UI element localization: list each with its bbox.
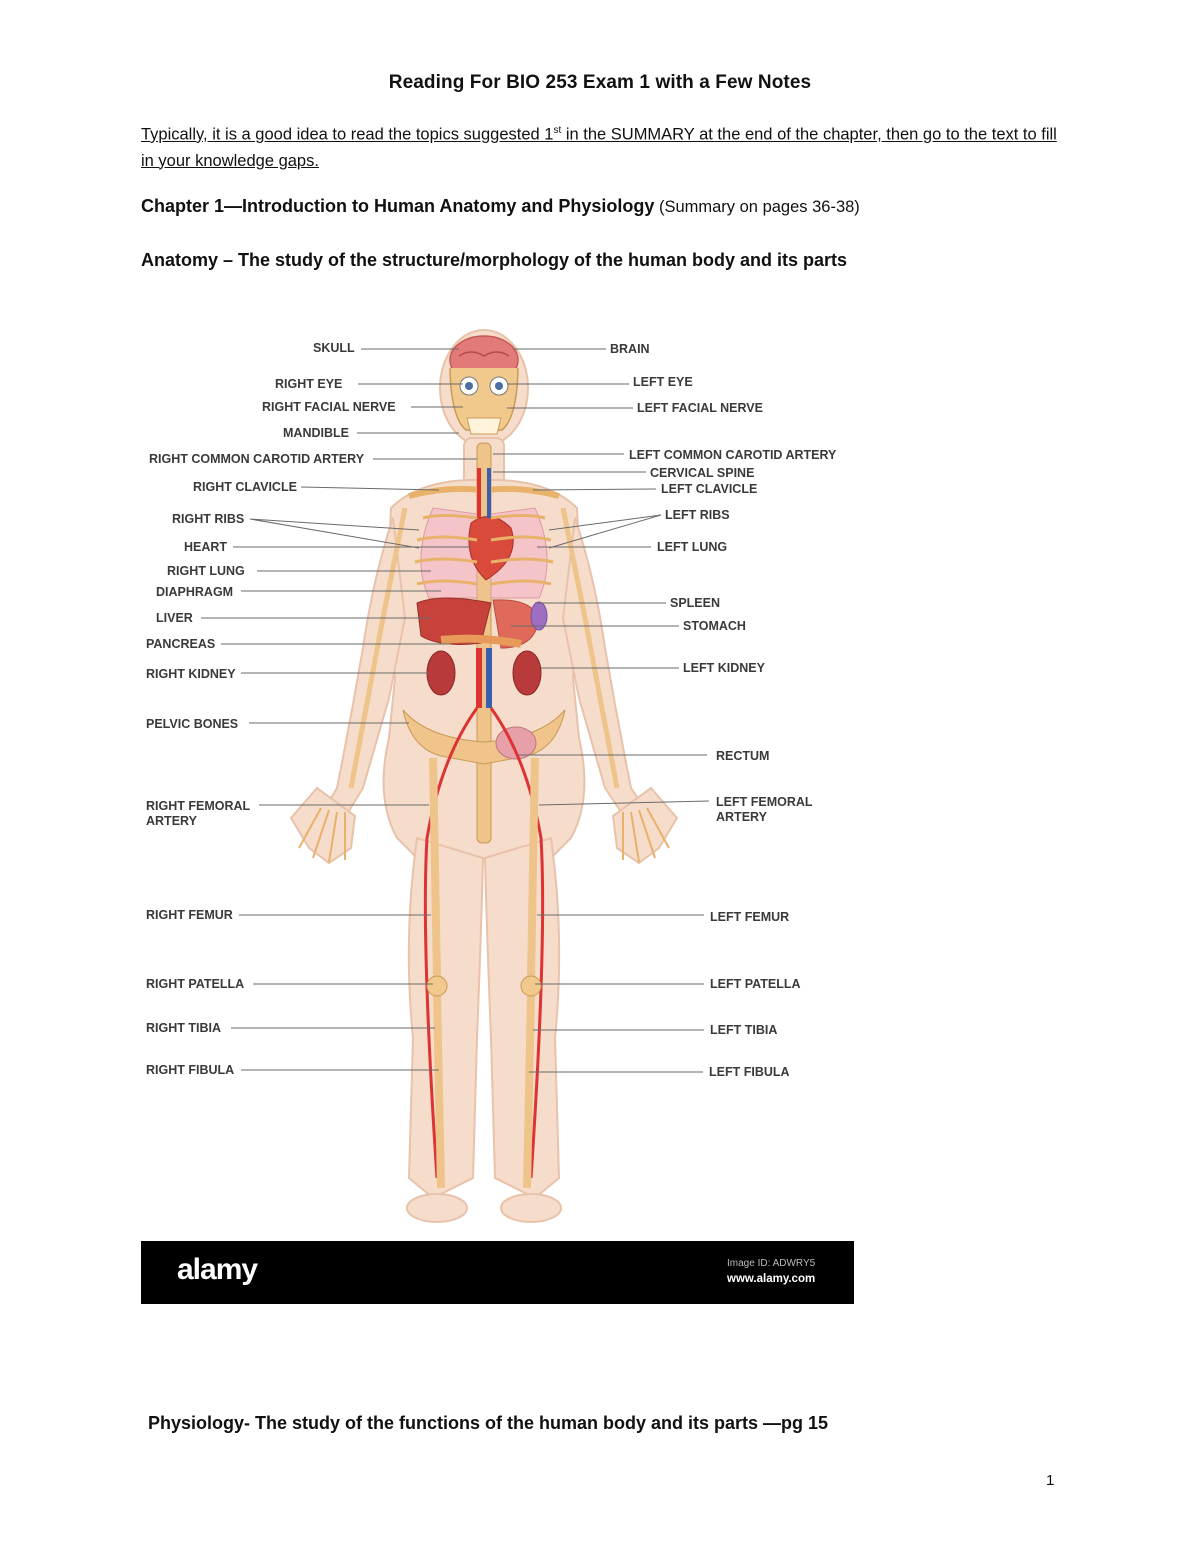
physiology-definition: Physiology- The study of the functions of the human body and its parts —pg 15 [148, 1413, 829, 1433]
label-left-kidney: LEFT KIDNEY [683, 661, 765, 675]
label-right-clavicle: RIGHT CLAVICLE [193, 480, 297, 494]
intro-text-start: Typically, it is a good idea to read the topics suggested 1 [141, 125, 554, 144]
image-id-text: Image ID: ADWRY5 [727, 1258, 816, 1269]
label-left-facial-nerve: LEFT FACIAL NERVE [637, 401, 763, 415]
label-left-femoral-artery: LEFT FEMORAL ARTERY [716, 795, 813, 824]
label-right-fibula: RIGHT FIBULA [146, 1063, 235, 1077]
label-right-patella: RIGHT PATELLA [146, 977, 245, 991]
anatomy-figure [141, 318, 854, 1304]
chapter-summary-note: (Summary on pages 36-38) [654, 198, 860, 216]
label-spleen: SPLEEN [670, 596, 721, 610]
label-right-femur: RIGHT FEMUR [146, 908, 233, 922]
label-right-facial-nerve: RIGHT FACIAL NERVE [262, 400, 396, 414]
intro-superscript: st [553, 125, 562, 136]
banner-url-text: www.alamy.com [727, 1273, 816, 1285]
label-skull: SKULL [313, 341, 355, 355]
label-pelvic-bones: PELVIC BONES [146, 717, 239, 731]
label-diaphragm: DIAPHRAGM [156, 585, 234, 599]
label-left-lung: LEFT LUNG [657, 540, 728, 554]
label-stomach: STOMACH [683, 619, 746, 633]
label-left-clavicle: LEFT CLAVICLE [661, 482, 758, 496]
label-left-femur: LEFT FEMUR [710, 910, 790, 924]
label-right-kidney: RIGHT KIDNEY [146, 667, 236, 681]
label-left-ribs: LEFT RIBS [665, 508, 730, 522]
label-left-tibia: LEFT TIBIA [710, 1023, 778, 1037]
label-right-tibia: RIGHT TIBIA [146, 1021, 221, 1035]
label-liver: LIVER [156, 611, 193, 625]
label-right-femoral-artery: RIGHT FEMORAL ARTERY [146, 799, 250, 828]
label-brain: BRAIN [610, 342, 650, 356]
chapter-title: Chapter 1—Introduction to Human Anatomy and Physiology [141, 196, 655, 216]
label-right-eye: RIGHT EYE [275, 377, 343, 391]
label-left-common-carotid-artery: LEFT COMMON CAROTID ARTERY [629, 448, 837, 462]
document-title: Reading For BIO 253 Exam 1 with a Few Notes [388, 72, 812, 93]
label-left-eye: LEFT EYE [633, 375, 693, 389]
alamy-logo: alamy [177, 1253, 258, 1286]
anatomy-definition: Anatomy – The study of the structure/morphology of the human body and its parts [141, 250, 848, 270]
label-right-lung: RIGHT LUNG [167, 564, 245, 578]
label-right-ribs: RIGHT RIBS [172, 512, 245, 526]
label-heart: HEART [184, 540, 228, 554]
intro-paragraph [141, 118, 1061, 174]
label-pancreas: PANCREAS [146, 637, 216, 651]
stock-banner [141, 1241, 854, 1304]
page-number: 1 [1046, 1472, 1055, 1489]
chapter-heading [141, 196, 860, 217]
label-left-patella: LEFT PATELLA [710, 977, 801, 991]
label-cervical-spine: CERVICAL SPINE [650, 466, 755, 480]
label-right-common-carotid-artery: RIGHT COMMON CAROTID ARTERY [149, 452, 365, 466]
label-rectum: RECTUM [716, 749, 770, 763]
label-left-fibula: LEFT FIBULA [709, 1065, 790, 1079]
intro-text-end: in the SUMMARY at the end of the chapter, then go to the text to fill in your knowledge gaps. [141, 125, 1057, 170]
label-mandible: MANDIBLE [283, 426, 349, 440]
